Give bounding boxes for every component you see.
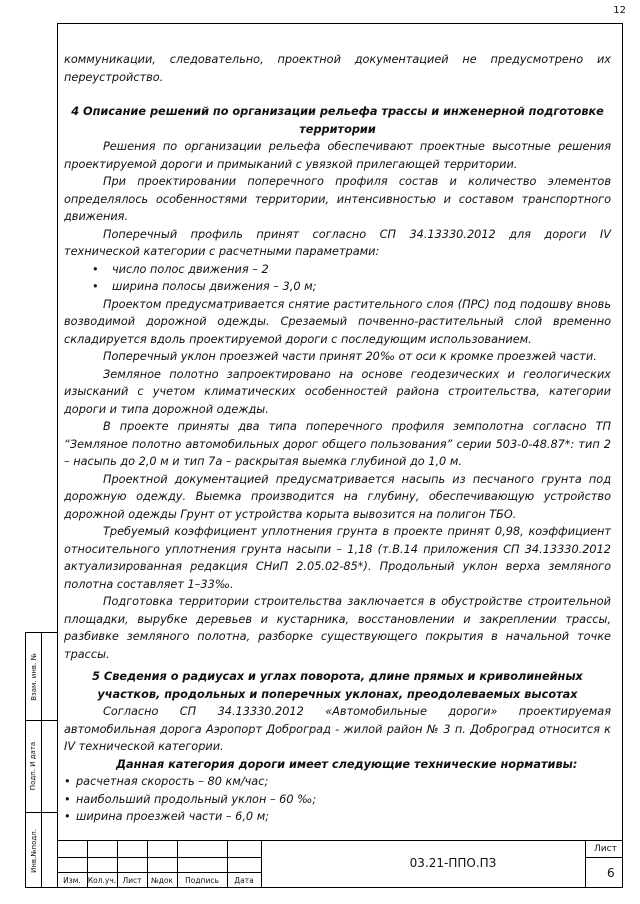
paragraph: При проектировании поперечного профиля состав и количество элементов определялось особенностями территории, интенсивностью и составом транспортного движения.: [64, 175, 611, 223]
list-item: • ширина проезжей части – 6,0 м;: [64, 808, 611, 826]
stamp-col-date: Дата: [234, 876, 254, 885]
section-heading: 5 Сведения о радиусах и углах поворота, длине прямых и криволинейных участков, продольных и поперечных уклонах, преодолеваемых высотах: [92, 670, 583, 701]
left-approval-strip: [25, 632, 57, 888]
paragraph: Требуемый коэффициент уплотнения грунта в проекте принят 0,98, коэффициент относительного уплотнения грунта насыпи – 1,18 (т.В.14 приложения СП 34.13330.2012 актуализированная редакция СНиП 2.05.02-85*). Продольный уклон верха земляного полотна составляет 1–33‰.: [64, 525, 611, 591]
section-heading: 4 Описание решений по организации рельефа трассы и инженерной подготовке территории: [71, 105, 604, 136]
list-item: • наибольший продольный уклон – 60 ‰;: [64, 791, 611, 809]
sheet-label: Лист: [594, 844, 617, 854]
document-body: [64, 51, 611, 826]
stamp-col-docno: №док: [150, 876, 174, 885]
document-code: 03.21-ППО.ПЗ: [409, 856, 497, 870]
paragraph: Проектной документацией предусматривается насыпь из песчаного грунта под дорожную одежду. Выемка производится на глубину, обеспечивающую устройство дорожной одежды Грунт от устройства корыта вывозится на полигон ТБО.: [64, 472, 611, 521]
list-item: • расчетная скорость – 80 км/час;: [64, 773, 611, 791]
stamp-col-change: Изм.: [63, 876, 81, 885]
page-number: 12: [613, 5, 626, 16]
paragraph: Проектом предусматривается снятие растительного слоя (ПРС) под подошву вновь возводимой дорожной одежды. Срезаемый почвенно-растительный слой временно складируется вдоль проектируемой дороги с последующим использованием.: [64, 297, 611, 346]
side-label-inv-original: Инв.№подл.: [29, 828, 38, 873]
list-item: • число полос движения – 2: [64, 261, 611, 279]
paragraph: Решения по организации рельефа обеспечивают проектные высотные решения проектируемой дороги и примыканий с увязкой прилегающей территории.: [64, 140, 611, 171]
stamp-col-signature: Подпись: [185, 876, 219, 885]
stamp-col-sheet: Лист: [122, 876, 142, 885]
paragraph: Земляное полотно запроектировано на основе геодезических и геологических изысканий с учетом климатических особенностей района строительства, категории дороги и типа дорожной одежды.: [64, 367, 611, 416]
side-label-replace-inv: Взам. инв. №: [29, 652, 38, 701]
paragraph-continued: коммуникации, следовательно, проектной документацией не предусмотрено их переустройство.: [64, 53, 611, 84]
paragraph: Поперечный уклон проезжей части принят 20‰ от оси к кромке проезжей части.: [103, 350, 597, 363]
paragraph: В проекте приняты два типа поперечного профиля земполотна согласно ТП “Земляное полотно автомобильных дорог общего пользования” серии 503-0-48.87*: тип 2 – насыпь до 2,0 м и тип 7а – раскрытая выемка глубиной до 1,0 м.: [64, 420, 611, 468]
title-block: [57, 840, 623, 888]
sheet-number: 6: [607, 866, 615, 880]
paragraph: Согласно СП 34.13330.2012 «Автомобильные дороги» проектируемая автомобильная дорога Аэропорт Доброград - жилой район № 3 п. Доброград относится к IV технической категории.: [64, 705, 611, 753]
paragraph: Поперечный профиль принят согласно СП 34.13330.2012 для дороги IV технической категории с расчетными параметрами:: [64, 227, 611, 258]
paragraph: Подготовка территории строительства заключается в обустройстве строительной площадки, вырубке деревьев и кустарника, восстановлении и закреплении трассы, разбивке земляного полотна, разборке существующего покрытия в начальной точке трассы.: [64, 595, 611, 661]
side-label-sign-date: Подп. И дата: [29, 741, 38, 791]
list-item: • ширина полосы движения – 3,0 м;: [64, 278, 611, 296]
subheading: Данная категория дороги имеет следующие технические нормативы:: [116, 757, 578, 771]
stamp-col-count: Кол.уч.: [87, 876, 117, 885]
